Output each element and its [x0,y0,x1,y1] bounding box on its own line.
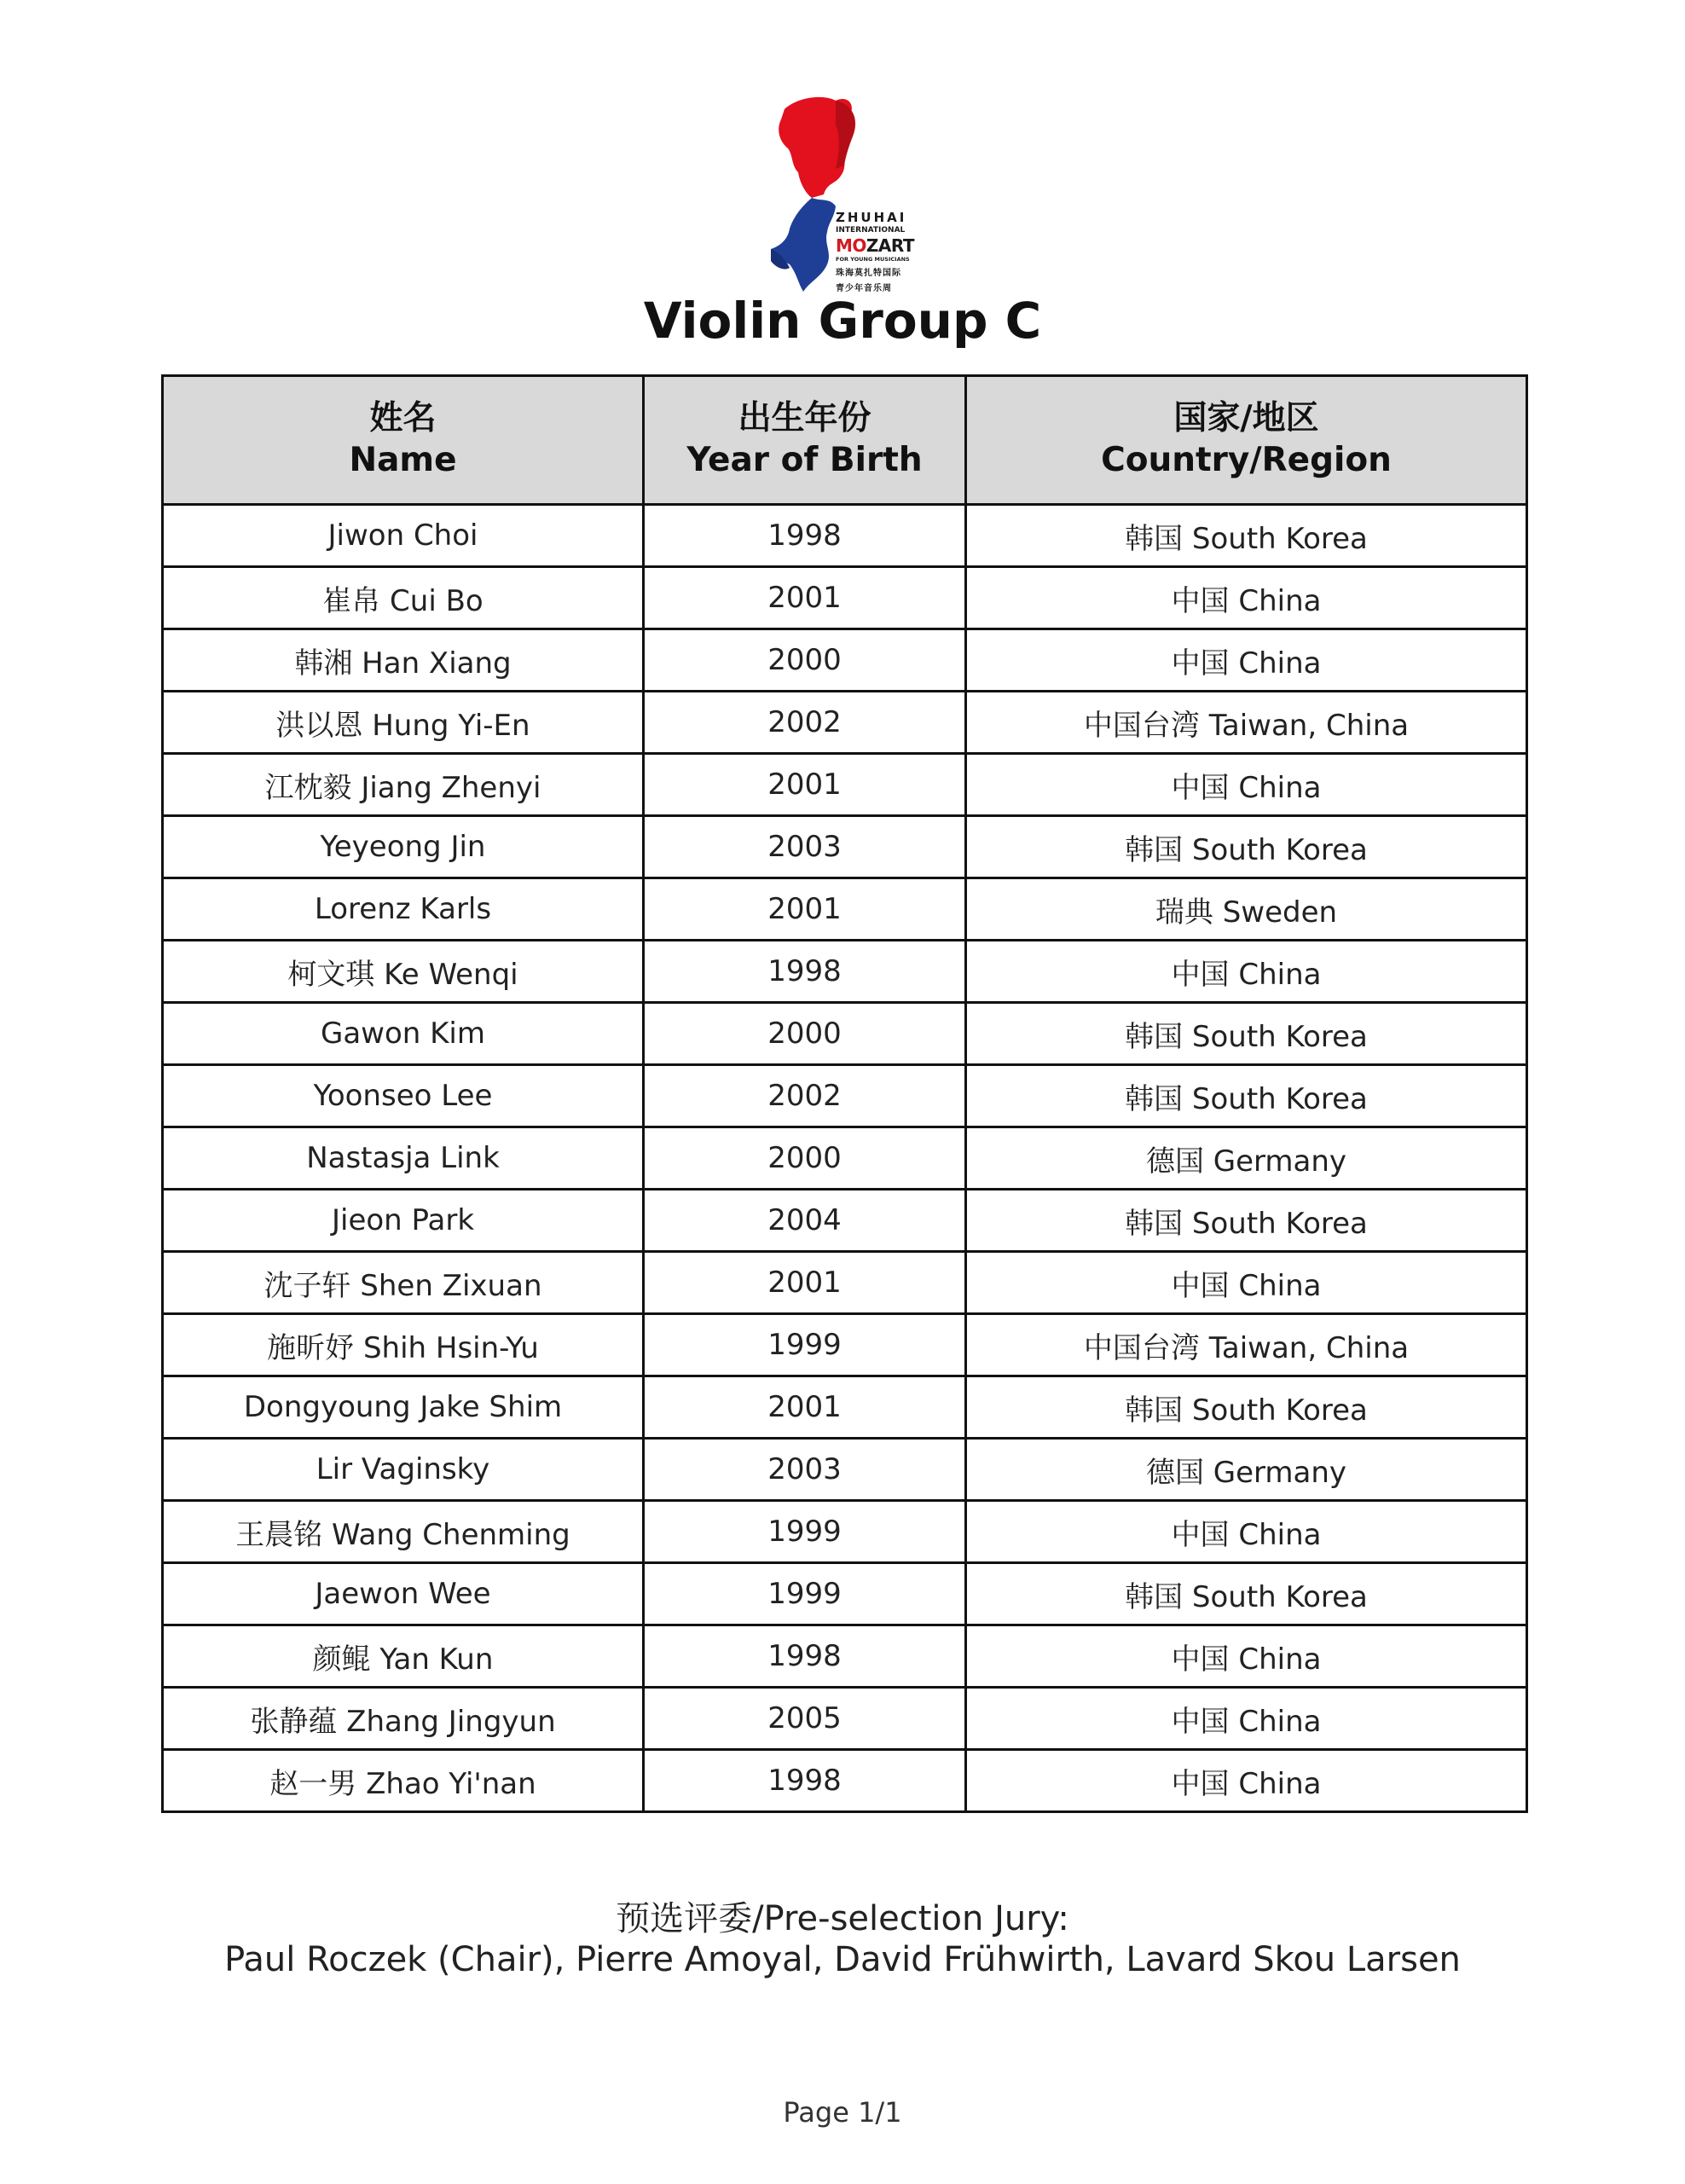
table-row [163,1688,1527,1750]
cell-year: 1998 [644,1625,966,1688]
header-year [644,376,966,505]
cell-year: 2002 [644,692,966,754]
table-header-row [163,376,1527,505]
cell-name: 崔帛 Cui Bo [163,567,644,629]
cell-name: 江枕毅 Jiang Zhenyi [163,754,644,816]
cell-country: 中国 China [966,1252,1527,1314]
table-row [163,878,1527,941]
cell-year: 2003 [644,1439,966,1501]
cell-name: 柯文琪 Ke Wenqi [163,941,644,1003]
cell-year: 2002 [644,1065,966,1127]
cell-year: 1998 [644,1750,966,1812]
cell-name: Yoonseo Lee [163,1065,644,1127]
cell-year: 2001 [644,1376,966,1439]
page-number: Page 1/1 [783,2096,902,2129]
logo-line-international: INTERNATIONAL [836,226,906,235]
cell-year: 2000 [644,1003,966,1065]
cell-country: 中国 China [966,1688,1527,1750]
cell-name: 颜鲲 Yan Kun [163,1625,644,1688]
table-row [163,1252,1527,1314]
header-name-en: Name [349,441,457,479]
cell-name: 洪以恩 Hung Yi-En [163,692,644,754]
cell-country: 德国 Germany [966,1127,1527,1190]
cell-name: 赵一男 Zhao Yi'nan [163,1750,644,1812]
logo-line-chinese-1: 珠海莫扎特国际 [836,269,901,278]
jury-section [0,1898,1685,1980]
cell-year: 2003 [644,816,966,878]
cell-name: Gawon Kim [163,1003,644,1065]
table-row [163,1127,1527,1190]
header-country [966,376,1527,505]
cell-name: Jiwon Choi [163,505,644,567]
cell-country: 中国台湾 Taiwan, China [966,692,1527,754]
cell-country: 中国 China [966,1625,1527,1688]
table-row [163,505,1527,567]
cell-year: 1999 [644,1563,966,1625]
header-year-en: Year of Birth [686,441,923,479]
cell-country: 中国台湾 Taiwan, China [966,1314,1527,1376]
cell-name: 张静蕴 Zhang Jingyun [163,1688,644,1750]
cell-year: 1998 [644,941,966,1003]
cell-name: Jieon Park [163,1190,644,1252]
cell-name: Lorenz Karls [163,878,644,941]
page-title: Violin Group C [643,292,1042,350]
logo-line-mozart [836,235,936,256]
cell-country: 韩国 South Korea [966,1563,1527,1625]
header-year-zh: 出生年份 [738,399,871,438]
table-body [163,505,1527,1812]
cell-year: 2004 [644,1190,966,1252]
cell-country: 韩国 South Korea [966,1065,1527,1127]
cell-country: 中国 China [966,1501,1527,1563]
cell-name: 王晨铭 Wang Chenming [163,1501,644,1563]
table-row [163,629,1527,692]
table-row [163,1314,1527,1376]
table-row [163,1563,1527,1625]
cell-name: Yeyeong Jin [163,816,644,878]
participants-table [161,374,1528,1813]
cell-country: 韩国 South Korea [966,505,1527,567]
cell-country: 韩国 South Korea [966,1190,1527,1252]
competition-logo [750,94,938,298]
cell-year: 1999 [644,1314,966,1376]
jury-members: Paul Roczek (Chair), Pierre Amoyal, David Frühwirth, Lavard Skou Larsen [224,1940,1461,1979]
cell-country: 韩国 South Korea [966,1376,1527,1439]
table-row [163,1501,1527,1563]
cell-country: 中国 China [966,1750,1527,1812]
cell-name: Lir Vaginsky [163,1439,644,1501]
cell-year: 2000 [644,1127,966,1190]
cell-name: Nastasja Link [163,1127,644,1190]
table-row [163,1065,1527,1127]
cell-country: 韩国 South Korea [966,1003,1527,1065]
cell-year: 2001 [644,1252,966,1314]
logo-line-zhuhai: ZHUHAI [836,210,907,225]
cell-country: 中国 China [966,941,1527,1003]
table-row [163,816,1527,878]
logo-line-chinese-2: 青少年音乐周 [836,284,892,293]
jury-label: 预选评委/Pre-selection Jury: [616,1899,1069,1938]
cell-name: Dongyoung Jake Shim [163,1376,644,1439]
table-row [163,1003,1527,1065]
cell-country: 中国 China [966,629,1527,692]
cell-name: 韩湘 Han Xiang [163,629,644,692]
table-row [163,567,1527,629]
table-row [163,1750,1527,1812]
header-name [163,376,644,505]
cell-name: Jaewon Wee [163,1563,644,1625]
cell-year: 2001 [644,878,966,941]
logo-mozart-accent: MO [836,235,866,256]
cell-country: 德国 Germany [966,1439,1527,1501]
cell-year: 2000 [644,629,966,692]
table-row [163,1190,1527,1252]
cell-year: 2001 [644,567,966,629]
cell-year: 2005 [644,1688,966,1750]
header-name-zh: 姓名 [369,399,437,438]
table-row [163,1376,1527,1439]
logo-mozart-rest: ZART [866,235,915,256]
cell-year: 1999 [644,1501,966,1563]
cell-year: 1998 [644,505,966,567]
cell-country: 中国 China [966,754,1527,816]
table-row [163,754,1527,816]
logo-wordmark [836,210,936,293]
cell-country: 中国 China [966,567,1527,629]
table-row [163,1625,1527,1688]
header-country-en: Country/Region [1101,441,1392,479]
cell-country: 瑞典 Sweden [966,878,1527,941]
table-row [163,692,1527,754]
cell-country: 韩国 South Korea [966,816,1527,878]
cell-name: 施昕妤 Shih Hsin-Yu [163,1314,644,1376]
cell-name: 沈子轩 Shen Zixuan [163,1252,644,1314]
cell-year: 2001 [644,754,966,816]
logo-line-young-musicians: FOR YOUNG MUSICIANS [836,256,910,263]
table-row [163,941,1527,1003]
table-row [163,1439,1527,1501]
header-country-zh: 国家/地区 [1173,399,1319,438]
